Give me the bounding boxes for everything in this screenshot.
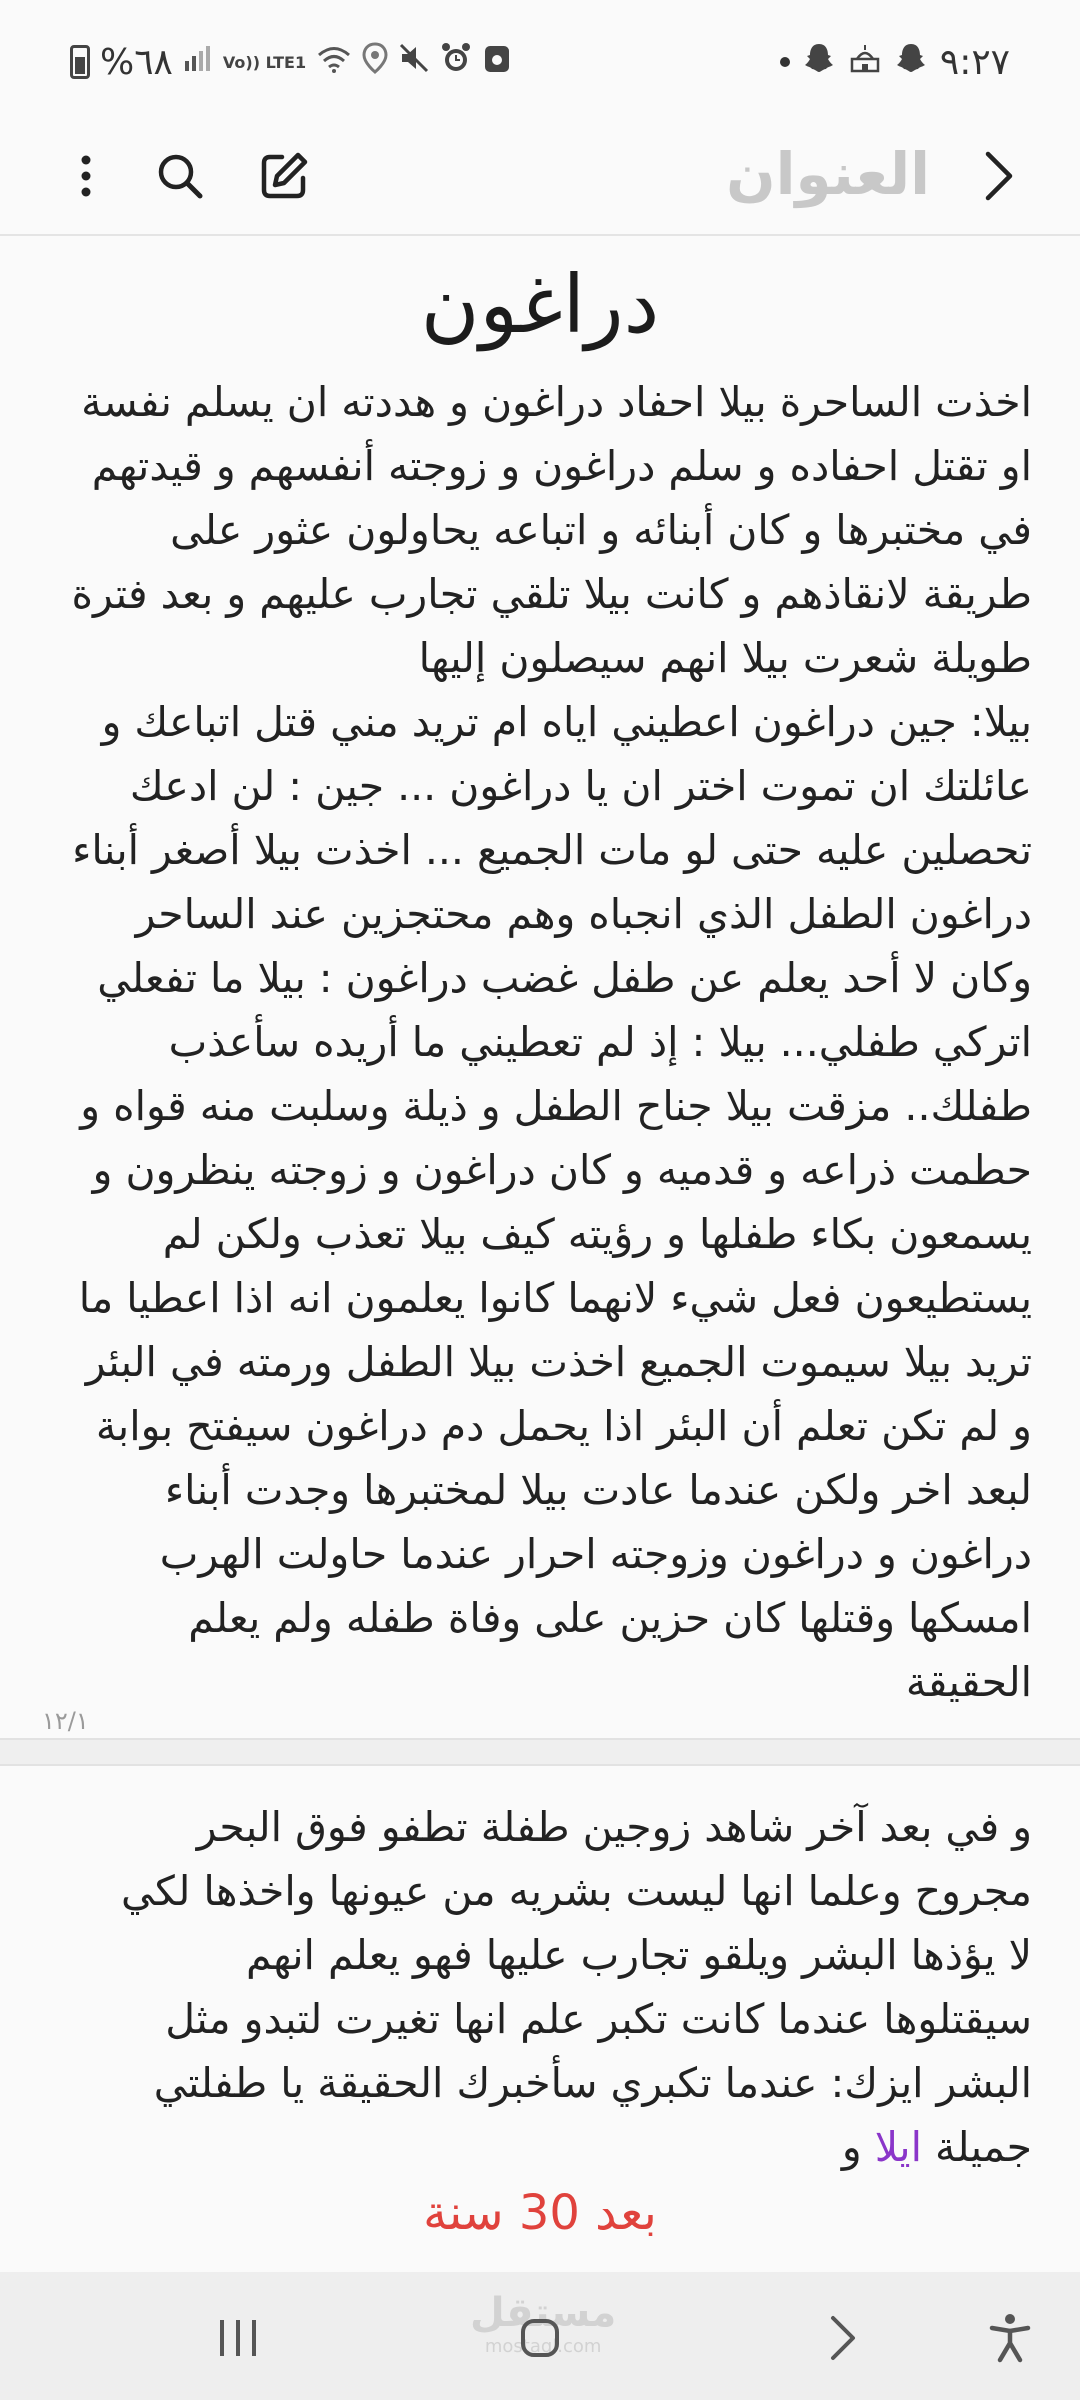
note-title: دراغون: [420, 258, 660, 351]
notification-dot: [780, 57, 790, 67]
note-body[interactable]: [60, 370, 1032, 1714]
network-type: Vo)) LTE1: [222, 52, 307, 72]
highlighted-name: ايلا: [874, 2123, 922, 2171]
recents-icon: [216, 2318, 260, 2358]
title-input[interactable]: العنوان: [726, 140, 930, 208]
search-button[interactable]: [142, 138, 218, 214]
status-right: [780, 38, 1010, 86]
snapchat-icon: [894, 41, 928, 84]
back-nav-button[interactable]: [804, 2300, 880, 2376]
note2-text-end: و: [841, 2123, 875, 2171]
watermark-url: mostaql.com: [484, 2336, 602, 2357]
accessibility-icon: [988, 2313, 1032, 2363]
back-button[interactable]: [960, 138, 1036, 214]
recents-button[interactable]: [200, 2300, 276, 2376]
status-bar: [0, 0, 1080, 118]
navigation-bar: [0, 2272, 1080, 2400]
wifi-icon: [316, 42, 352, 83]
edit-icon: [258, 150, 310, 202]
search-icon: [155, 151, 205, 201]
note-toolbar: [0, 118, 1080, 236]
snapchat-icon: [802, 41, 836, 84]
more-options-button[interactable]: [48, 138, 124, 214]
mute-icon: [398, 42, 430, 83]
app-icon: [482, 42, 512, 83]
note2-text: و في بعد آخر شاهد زوجين طفلة تطفو فوق البحر مجروح وعلما انها ليست بشريه من عيونها واخذها لكي لا يؤذها البشر ويلقو تجارب عليها فهو يعلم انهم سيقتلوها عندما كانت تكبر علم انها تغيرت لتبدو مثل البشر ايزك: عندما تكبري سأخبرك الحقيقة يا طفلتي جميلة: [121, 1803, 1032, 2171]
note-body-page-2[interactable]: [120, 1795, 1032, 2179]
watermark-name: مستقل: [470, 2290, 617, 2336]
status-left: [70, 38, 512, 86]
battery-icon: [70, 45, 90, 79]
edit-button[interactable]: [246, 138, 322, 214]
accessibility-button[interactable]: [972, 2300, 1048, 2376]
page-divider: [0, 1738, 1080, 1766]
mosque-icon: [848, 41, 882, 84]
signal-icon: [183, 43, 213, 81]
alarm-icon: [440, 42, 472, 83]
location-icon: [362, 42, 388, 83]
more-icon: [80, 154, 92, 198]
home-icon: [519, 2317, 561, 2359]
home-button[interactable]: [502, 2300, 578, 2376]
time-skip-label: بعد 30 سنة: [423, 2185, 657, 2241]
page-indicator: ١٢/١: [42, 1707, 89, 1735]
chevron-right-icon: [980, 150, 1016, 202]
status-time: ٩:٢٧: [939, 41, 1010, 83]
note-body-text: اخذت الساحرة بيلا احفاد دراغون و هددته ان يسلم نفسة او تقتل احفاده و سلم دراغون و زوجته أنفسهم و قيدتهم في مختبرها و كان أبنائه و اتباعه يحاولون عثور على طريقة لانقاذهم و كانت بيلا تلقي تجارب عليهم و بعد فترة طويلة شعرت بيلا انهم سيصلون إليها بيلا: جين دراغون اعطيني اياه ام تريد مني قتل اتباعك و عائلتك ان تموت اختر ان يا دراغون ... جين : لن ادعك تحصلين عليه حتى لو مات الجميع ... اخذت بيلا أصغر أبناء دراغون الطفل الذي انجباه وهم محتجزين عند الساحر وكان لا أحد يعلم عن طفل غضب دراغون : بيلا ما تفعلي اتركي طفلي... بيلا : إذ لم تعطيني ما أريده سأعذب طفلك.. مزقت بيلا جناح الطفل و ذيلة وسلبت منه قواه و حطمت ذراعه و قدميه و كان دراغون و زوجته ينظرون و يسمعون بكاء طفلها و رؤيته كيف بيلا تعذب ولكن لم يستطيعون فعل شيء لانهما كانوا يعلمون انه اذا اعطيا ما تريد بيلا سيموت الجميع اخذت بيلا الطفل ورمته في البئر و لم تكن تعلم أن البئر اذا يحمل دم دراغون سيفتح بوابة لبعد اخر ولكن عندما عادت بيلا لمختبرها وجدت أبناء دراغون و دراغون وزوجته احرار عندما حاولت الهرب امسكها وقتلها كان حزين على وفاة طفله ولم يعلم الحقيقة: [71, 378, 1032, 1706]
back-icon: [827, 2314, 857, 2362]
battery-level: %٦٨: [100, 41, 173, 83]
